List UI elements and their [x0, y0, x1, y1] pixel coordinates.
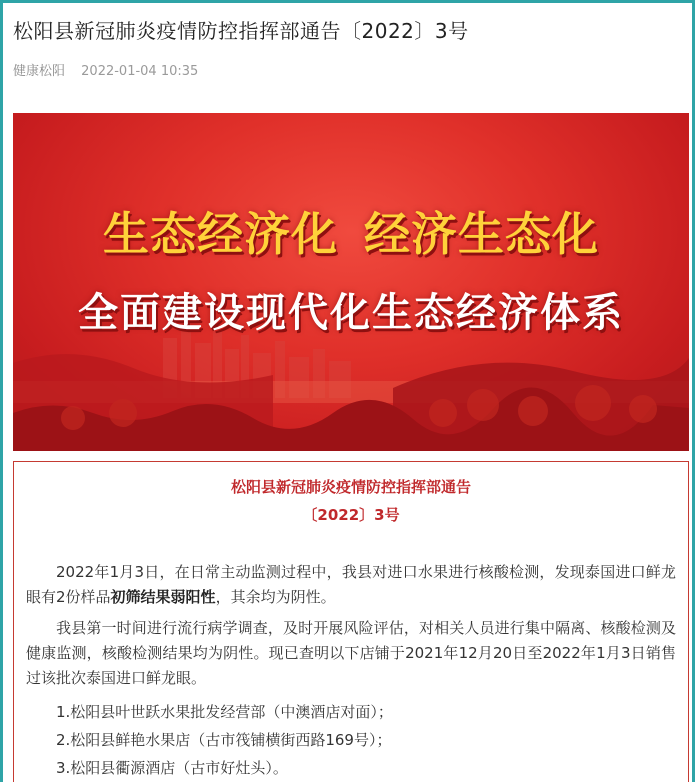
article-time: 2022-01-04 10:35	[81, 64, 199, 79]
notice-p1-text: 2022年1月3日，在日常主动监测过程中，我县对进口水果进行核酸检测，发现泰国进口鲜龙眼有2份样品	[26, 563, 676, 606]
store-list-item: 2.松阳县鲜艳水果店（古市筏铺横街西路169号）；	[56, 731, 392, 749]
store-list-item: 1.松阳县叶世跃水果批发经营部（中澳酒店对面）；	[56, 703, 393, 721]
banner-image	[13, 113, 689, 451]
banner-slogan-line2: 全面建设现代化生态经济体系	[78, 289, 624, 336]
article-meta	[13, 60, 198, 79]
notice-p1-bold: 初筛结果弱阳性	[110, 588, 216, 606]
notice-number: 〔2022〕3号	[302, 506, 400, 524]
store-list-item: 3.松阳县衢源酒店（古市好灶头）。	[56, 759, 288, 777]
article-title: 松阳县新冠肺炎疫情防控指挥部通告〔2022〕3号	[13, 19, 469, 43]
banner-slogan-right: 经济生态化	[364, 207, 599, 261]
notice-box	[13, 461, 689, 782]
banner-slogan-left: 生态经济化	[103, 207, 338, 261]
notice-paragraph-2	[26, 616, 676, 691]
notice-heading: 松阳县新冠肺炎疫情防控指挥部通告	[230, 478, 471, 496]
notice-p1-tail: ，其余均为阴性。	[215, 588, 336, 606]
banner-slogan-line1	[13, 198, 689, 264]
notice-paragraph-1	[26, 560, 676, 610]
article-source[interactable]: 健康松阳	[13, 64, 66, 79]
notice-p2-text: 我县第一时间进行流行病学调查，及时开展风险评估，对相关人员进行集中隔离、核酸检测及健康监测，核酸检测结果均为阴性。现已查明以下店铺于2021年12月20日至2022年1月3日销售过该批次泰国进口鲜龙眼。	[26, 619, 676, 687]
